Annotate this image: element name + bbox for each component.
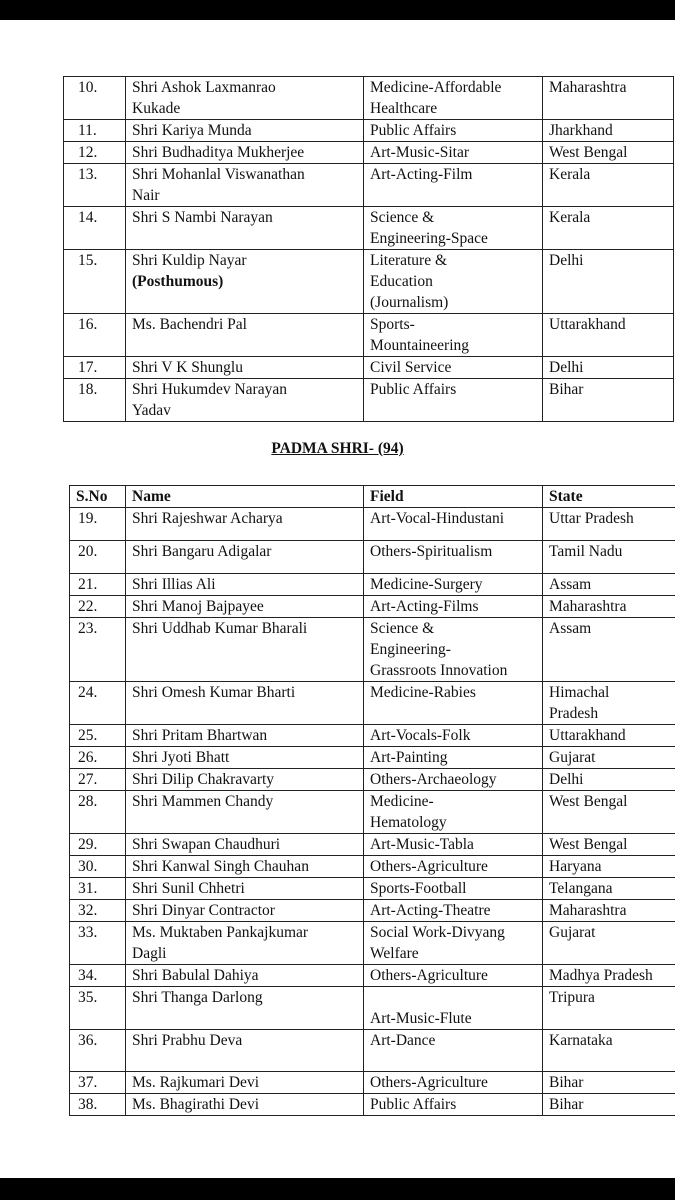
cell-field	[364, 1072, 543, 1094]
cell-name	[126, 1030, 364, 1072]
cell-line: Shri Dilip Chakravarty	[132, 771, 275, 788]
cell-line	[370, 987, 536, 1008]
cell-name	[126, 541, 364, 574]
cell-line: Tripura	[549, 989, 595, 1006]
table-row	[64, 357, 674, 379]
cell-state	[543, 508, 675, 541]
cell-name	[126, 596, 364, 618]
cell-field	[364, 77, 543, 120]
cell-line: Telangana	[549, 880, 613, 897]
cell-line: Medicine-	[370, 793, 434, 810]
cell-name	[126, 791, 364, 834]
cell-line: (Journalism)	[370, 294, 449, 311]
table-row	[70, 1072, 675, 1094]
cell-field	[364, 769, 543, 791]
cell-line: Public Affairs	[370, 381, 457, 398]
cell-line: Art-Music-Tabla	[370, 836, 474, 853]
cell-line: Public Affairs	[370, 1096, 457, 1113]
cell-line: Sports-Football	[370, 880, 467, 897]
cell-field	[364, 900, 543, 922]
cell-state	[543, 164, 674, 207]
cell-line: Himachal	[549, 684, 610, 701]
table-row	[64, 379, 674, 422]
cell-state	[543, 834, 675, 856]
cell-sno: 37.	[70, 1072, 126, 1094]
cell-sno: 14.	[64, 207, 126, 250]
cell-line: Yadav	[132, 402, 171, 419]
cell-field	[364, 922, 543, 965]
cell-line: Bihar	[549, 381, 584, 398]
cell-sno: 25.	[70, 725, 126, 747]
cell-sno: 22.	[70, 596, 126, 618]
cell-line: Nair	[132, 187, 160, 204]
cell-name	[126, 207, 364, 250]
cell-line: Delhi	[549, 252, 584, 269]
cell-field	[364, 541, 543, 574]
cell-line: Shri Sunil Chhetri	[132, 880, 245, 897]
table-row	[64, 250, 674, 314]
cell-line: Delhi	[549, 359, 584, 376]
table-row	[70, 618, 675, 682]
cell-field	[364, 856, 543, 878]
cell-name	[126, 379, 364, 422]
cell-name	[126, 1094, 364, 1116]
cell-sno: 38.	[70, 1094, 126, 1116]
cell-line: Shri Uddhab Kumar Bharali	[132, 620, 308, 637]
padma-shri-table-body	[70, 508, 675, 1116]
cell-state	[543, 769, 675, 791]
cell-sno: 35.	[70, 987, 126, 1030]
cell-sno: 15.	[64, 250, 126, 314]
cell-line: Shri Kanwal Singh Chauhan	[132, 858, 309, 875]
cell-sno: 20.	[70, 541, 126, 574]
cell-line: Shri Swapan Chaudhuri	[132, 836, 281, 853]
cell-sno: 10.	[64, 77, 126, 120]
cell-name	[126, 834, 364, 856]
cell-state	[543, 77, 674, 120]
cell-sno: 17.	[64, 357, 126, 379]
cell-field	[364, 618, 543, 682]
cell-line: Welfare	[370, 945, 419, 962]
cell-state	[543, 250, 674, 314]
cell-sno: 18.	[64, 379, 126, 422]
cell-line: Medicine-Rabies	[370, 684, 476, 701]
cell-line: Sports-	[370, 316, 415, 333]
cell-line: Medicine-Surgery	[370, 576, 483, 593]
cell-state	[543, 142, 674, 164]
cell-line: Literature &	[370, 252, 448, 269]
cell-field	[364, 878, 543, 900]
table-row	[70, 1094, 675, 1116]
cell-state	[543, 747, 675, 769]
cell-field	[364, 314, 543, 357]
cell-sno: 23.	[70, 618, 126, 682]
table-header-row	[70, 486, 675, 508]
cell-state	[543, 314, 674, 357]
cell-line: Others-Agriculture	[370, 967, 488, 984]
table-row	[64, 207, 674, 250]
cell-name	[126, 250, 364, 314]
cell-state	[543, 725, 675, 747]
cell-line: Art-Acting-Films	[370, 598, 479, 615]
cell-line: Civil Service	[370, 359, 452, 376]
table-row	[70, 834, 675, 856]
cell-line: Assam	[549, 620, 592, 637]
cell-line: Ms. Bachendri Pal	[132, 316, 247, 333]
table-row	[70, 574, 675, 596]
cell-line: Science &	[370, 620, 435, 637]
cell-line: Shri Rajeshwar Acharya	[132, 510, 283, 527]
cell-line: Shri V K Shunglu	[132, 359, 243, 376]
cell-line: Maharashtra	[549, 598, 627, 615]
cell-sno: 27.	[70, 769, 126, 791]
table-row	[70, 1030, 675, 1072]
cell-sno: 32.	[70, 900, 126, 922]
cell-line: Shri S Nambi Narayan	[132, 209, 273, 226]
cell-sno: 26.	[70, 747, 126, 769]
header-name: Name	[126, 486, 364, 508]
cell-state	[543, 357, 674, 379]
cell-line: Maharashtra	[549, 902, 627, 919]
cell-name	[126, 900, 364, 922]
table-row	[70, 596, 675, 618]
cell-state	[543, 120, 674, 142]
cell-sno: 33.	[70, 922, 126, 965]
table-row	[64, 164, 674, 207]
cell-line: Art-Painting	[370, 749, 448, 766]
cell-name	[126, 965, 364, 987]
cell-line: Medicine-Affordable	[370, 79, 502, 96]
cell-line: Assam	[549, 576, 592, 593]
cell-line: Haryana	[549, 858, 602, 875]
table-row	[70, 856, 675, 878]
cell-name	[126, 314, 364, 357]
cell-line: Shri Thanga Darlong	[132, 989, 263, 1006]
cell-line: Ms. Rajkumari Devi	[132, 1074, 259, 1091]
cell-line: Others-Archaeology	[370, 771, 497, 788]
cell-line: Shri Budhaditya Mukherjee	[132, 144, 305, 161]
cell-line: Ms. Bhagirathi Devi	[132, 1096, 259, 1113]
cell-line: West Bengal	[549, 144, 628, 161]
cell-line: Shri Kuldip Nayar	[132, 252, 247, 269]
cell-line: Shri Mammen Chandy	[132, 793, 274, 810]
cell-name	[126, 574, 364, 596]
cell-field	[364, 357, 543, 379]
cell-line: Kerala	[549, 209, 591, 226]
cell-field	[364, 574, 543, 596]
cell-line: Kerala	[549, 166, 591, 183]
cell-line: Others-Agriculture	[370, 858, 488, 875]
cell-line: Tamil Nadu	[549, 543, 623, 560]
table-row	[64, 314, 674, 357]
cell-line: West Bengal	[549, 793, 628, 810]
cell-sno: 31.	[70, 878, 126, 900]
cell-field	[364, 747, 543, 769]
cell-name	[126, 878, 364, 900]
cell-line: Hematology	[370, 814, 447, 831]
cell-sno: 36.	[70, 1030, 126, 1072]
cell-state	[543, 541, 675, 574]
table-row	[70, 987, 675, 1030]
cell-field	[364, 1094, 543, 1116]
cell-state	[543, 379, 674, 422]
table-row	[70, 769, 675, 791]
cell-name	[126, 164, 364, 207]
cell-state	[543, 1030, 675, 1072]
cell-line: Gujarat	[549, 924, 596, 941]
awardees-table-body	[64, 77, 674, 422]
cell-line: Madhya Pradesh	[549, 967, 653, 984]
cell-state	[543, 791, 675, 834]
cell-line: Uttar Pradesh	[549, 510, 634, 527]
cell-line: Art-Acting-Theatre	[370, 902, 491, 919]
cell-line: Science &	[370, 209, 435, 226]
cell-line: Shri Bangaru Adigalar	[132, 543, 272, 560]
cell-line: Engineering-Space	[370, 230, 488, 247]
cell-state	[543, 596, 675, 618]
cell-line: Shri Pritam Bhartwan	[132, 727, 268, 744]
table-row	[70, 922, 675, 965]
cell-state	[543, 878, 675, 900]
cell-name	[126, 142, 364, 164]
cell-field	[364, 379, 543, 422]
cell-line: Uttarakhand	[549, 727, 626, 744]
cell-sno: 30.	[70, 856, 126, 878]
table-row	[70, 725, 675, 747]
cell-state	[543, 856, 675, 878]
cell-name	[126, 856, 364, 878]
cell-state	[543, 922, 675, 965]
cell-line: Art-Music-Sitar	[370, 144, 470, 161]
table-row	[64, 142, 674, 164]
cell-line: Healthcare	[370, 100, 438, 117]
header-state: State	[543, 486, 675, 508]
cell-line: Shri Mohanlal Viswanathan	[132, 166, 305, 183]
cell-name	[126, 987, 364, 1030]
bottom-black-bar	[0, 1178, 675, 1200]
cell-field	[364, 142, 543, 164]
cell-sno: 24.	[70, 682, 126, 725]
cell-line: Art-Vocals-Folk	[370, 727, 471, 744]
cell-line: Mountaineering	[370, 337, 470, 354]
cell-line: Shri Manoj Bajpayee	[132, 598, 264, 615]
header-field: Field	[364, 486, 543, 508]
cell-field	[364, 508, 543, 541]
cell-sno: 19.	[70, 508, 126, 541]
cell-name	[126, 508, 364, 541]
cell-line: Shri Dinyar Contractor	[132, 902, 275, 919]
cell-line: Shri Omesh Kumar Bharti	[132, 684, 296, 701]
cell-name	[126, 682, 364, 725]
cell-name	[126, 747, 364, 769]
cell-line: Gujarat	[549, 749, 596, 766]
cell-line: Others-Spiritualism	[370, 543, 493, 560]
cell-sno: 21.	[70, 574, 126, 596]
cell-line: Others-Agriculture	[370, 1074, 488, 1091]
cell-sno: 13.	[64, 164, 126, 207]
cell-state	[543, 900, 675, 922]
cell-line: Bihar	[549, 1074, 584, 1091]
cell-line: Art-Acting-Film	[370, 166, 473, 183]
cell-sno: 28.	[70, 791, 126, 834]
cell-field	[364, 682, 543, 725]
cell-field	[364, 1030, 543, 1072]
cell-state	[543, 1072, 675, 1094]
table-row	[70, 508, 675, 541]
cell-line: Delhi	[549, 771, 584, 788]
cell-state	[543, 618, 675, 682]
cell-line: Shri Babulal Dahiya	[132, 967, 259, 984]
cell-line: Pradesh	[549, 705, 599, 722]
cell-line: Public Affairs	[370, 122, 457, 139]
cell-field	[364, 965, 543, 987]
table-row	[70, 965, 675, 987]
posthumous-note: (Posthumous)	[132, 273, 224, 290]
cell-line: Shri Ashok Laxmanrao	[132, 79, 276, 96]
cell-field	[364, 207, 543, 250]
cell-state	[543, 574, 675, 596]
cell-name	[126, 357, 364, 379]
cell-line: Art-Dance	[370, 1032, 436, 1049]
cell-field	[364, 834, 543, 856]
cell-line: Shri Illias Ali	[132, 576, 216, 593]
header-sno: S.No	[70, 486, 126, 508]
cell-name	[126, 120, 364, 142]
table-row	[70, 747, 675, 769]
cell-field	[364, 164, 543, 207]
table-row	[70, 878, 675, 900]
cell-sno: 16.	[64, 314, 126, 357]
cell-field	[364, 250, 543, 314]
cell-line: Engineering-	[370, 641, 451, 658]
cell-state	[543, 682, 675, 725]
cell-name	[126, 922, 364, 965]
cell-line: Bihar	[549, 1096, 584, 1113]
cell-line: Education	[370, 273, 433, 290]
cell-line: Maharashtra	[549, 79, 627, 96]
cell-field	[364, 791, 543, 834]
cell-line: Karnataka	[549, 1032, 613, 1049]
cell-line: Kukade	[132, 100, 181, 117]
cell-line: Shri Kariya Munda	[132, 122, 252, 139]
cell-line: Dagli	[132, 945, 167, 962]
table-row	[70, 541, 675, 574]
section-title-padma-shri: PADMA SHRI- (94)	[271, 440, 404, 457]
cell-state	[543, 207, 674, 250]
cell-line: Uttarakhand	[549, 316, 626, 333]
cell-name	[126, 769, 364, 791]
cell-field	[364, 987, 543, 1030]
cell-name	[126, 77, 364, 120]
table-row	[64, 120, 674, 142]
cell-sno: 29.	[70, 834, 126, 856]
awardees-table-continued	[63, 76, 674, 422]
cell-sno: 11.	[64, 120, 126, 142]
table-row	[64, 77, 674, 120]
table-row	[70, 791, 675, 834]
cell-line: Art-Music-Flute	[370, 1010, 472, 1027]
cell-state	[543, 987, 675, 1030]
cell-name	[126, 725, 364, 747]
cell-state	[543, 965, 675, 987]
top-black-bar	[0, 0, 675, 20]
cell-line: Grassroots Innovation	[370, 662, 508, 679]
cell-line: Jharkhand	[549, 122, 613, 139]
padma-shri-table	[69, 485, 675, 1116]
cell-line: Art-Vocal-Hindustani	[370, 510, 505, 527]
cell-name	[126, 1072, 364, 1094]
table-row	[70, 900, 675, 922]
table-row	[70, 682, 675, 725]
cell-field	[364, 725, 543, 747]
cell-name	[126, 618, 364, 682]
cell-line: Shri Hukumdev Narayan	[132, 381, 287, 398]
cell-line: Shri Prabhu Deva	[132, 1032, 243, 1049]
cell-field	[364, 120, 543, 142]
cell-line: West Bengal	[549, 836, 628, 853]
cell-sno: 34.	[70, 965, 126, 987]
cell-state	[543, 1094, 675, 1116]
cell-sno: 12.	[64, 142, 126, 164]
cell-field	[364, 596, 543, 618]
cell-line: Social Work-Divyang	[370, 924, 505, 941]
cell-line: Shri Jyoti Bhatt	[132, 749, 230, 766]
cell-line: Ms. Muktaben Pankajkumar	[132, 924, 309, 941]
